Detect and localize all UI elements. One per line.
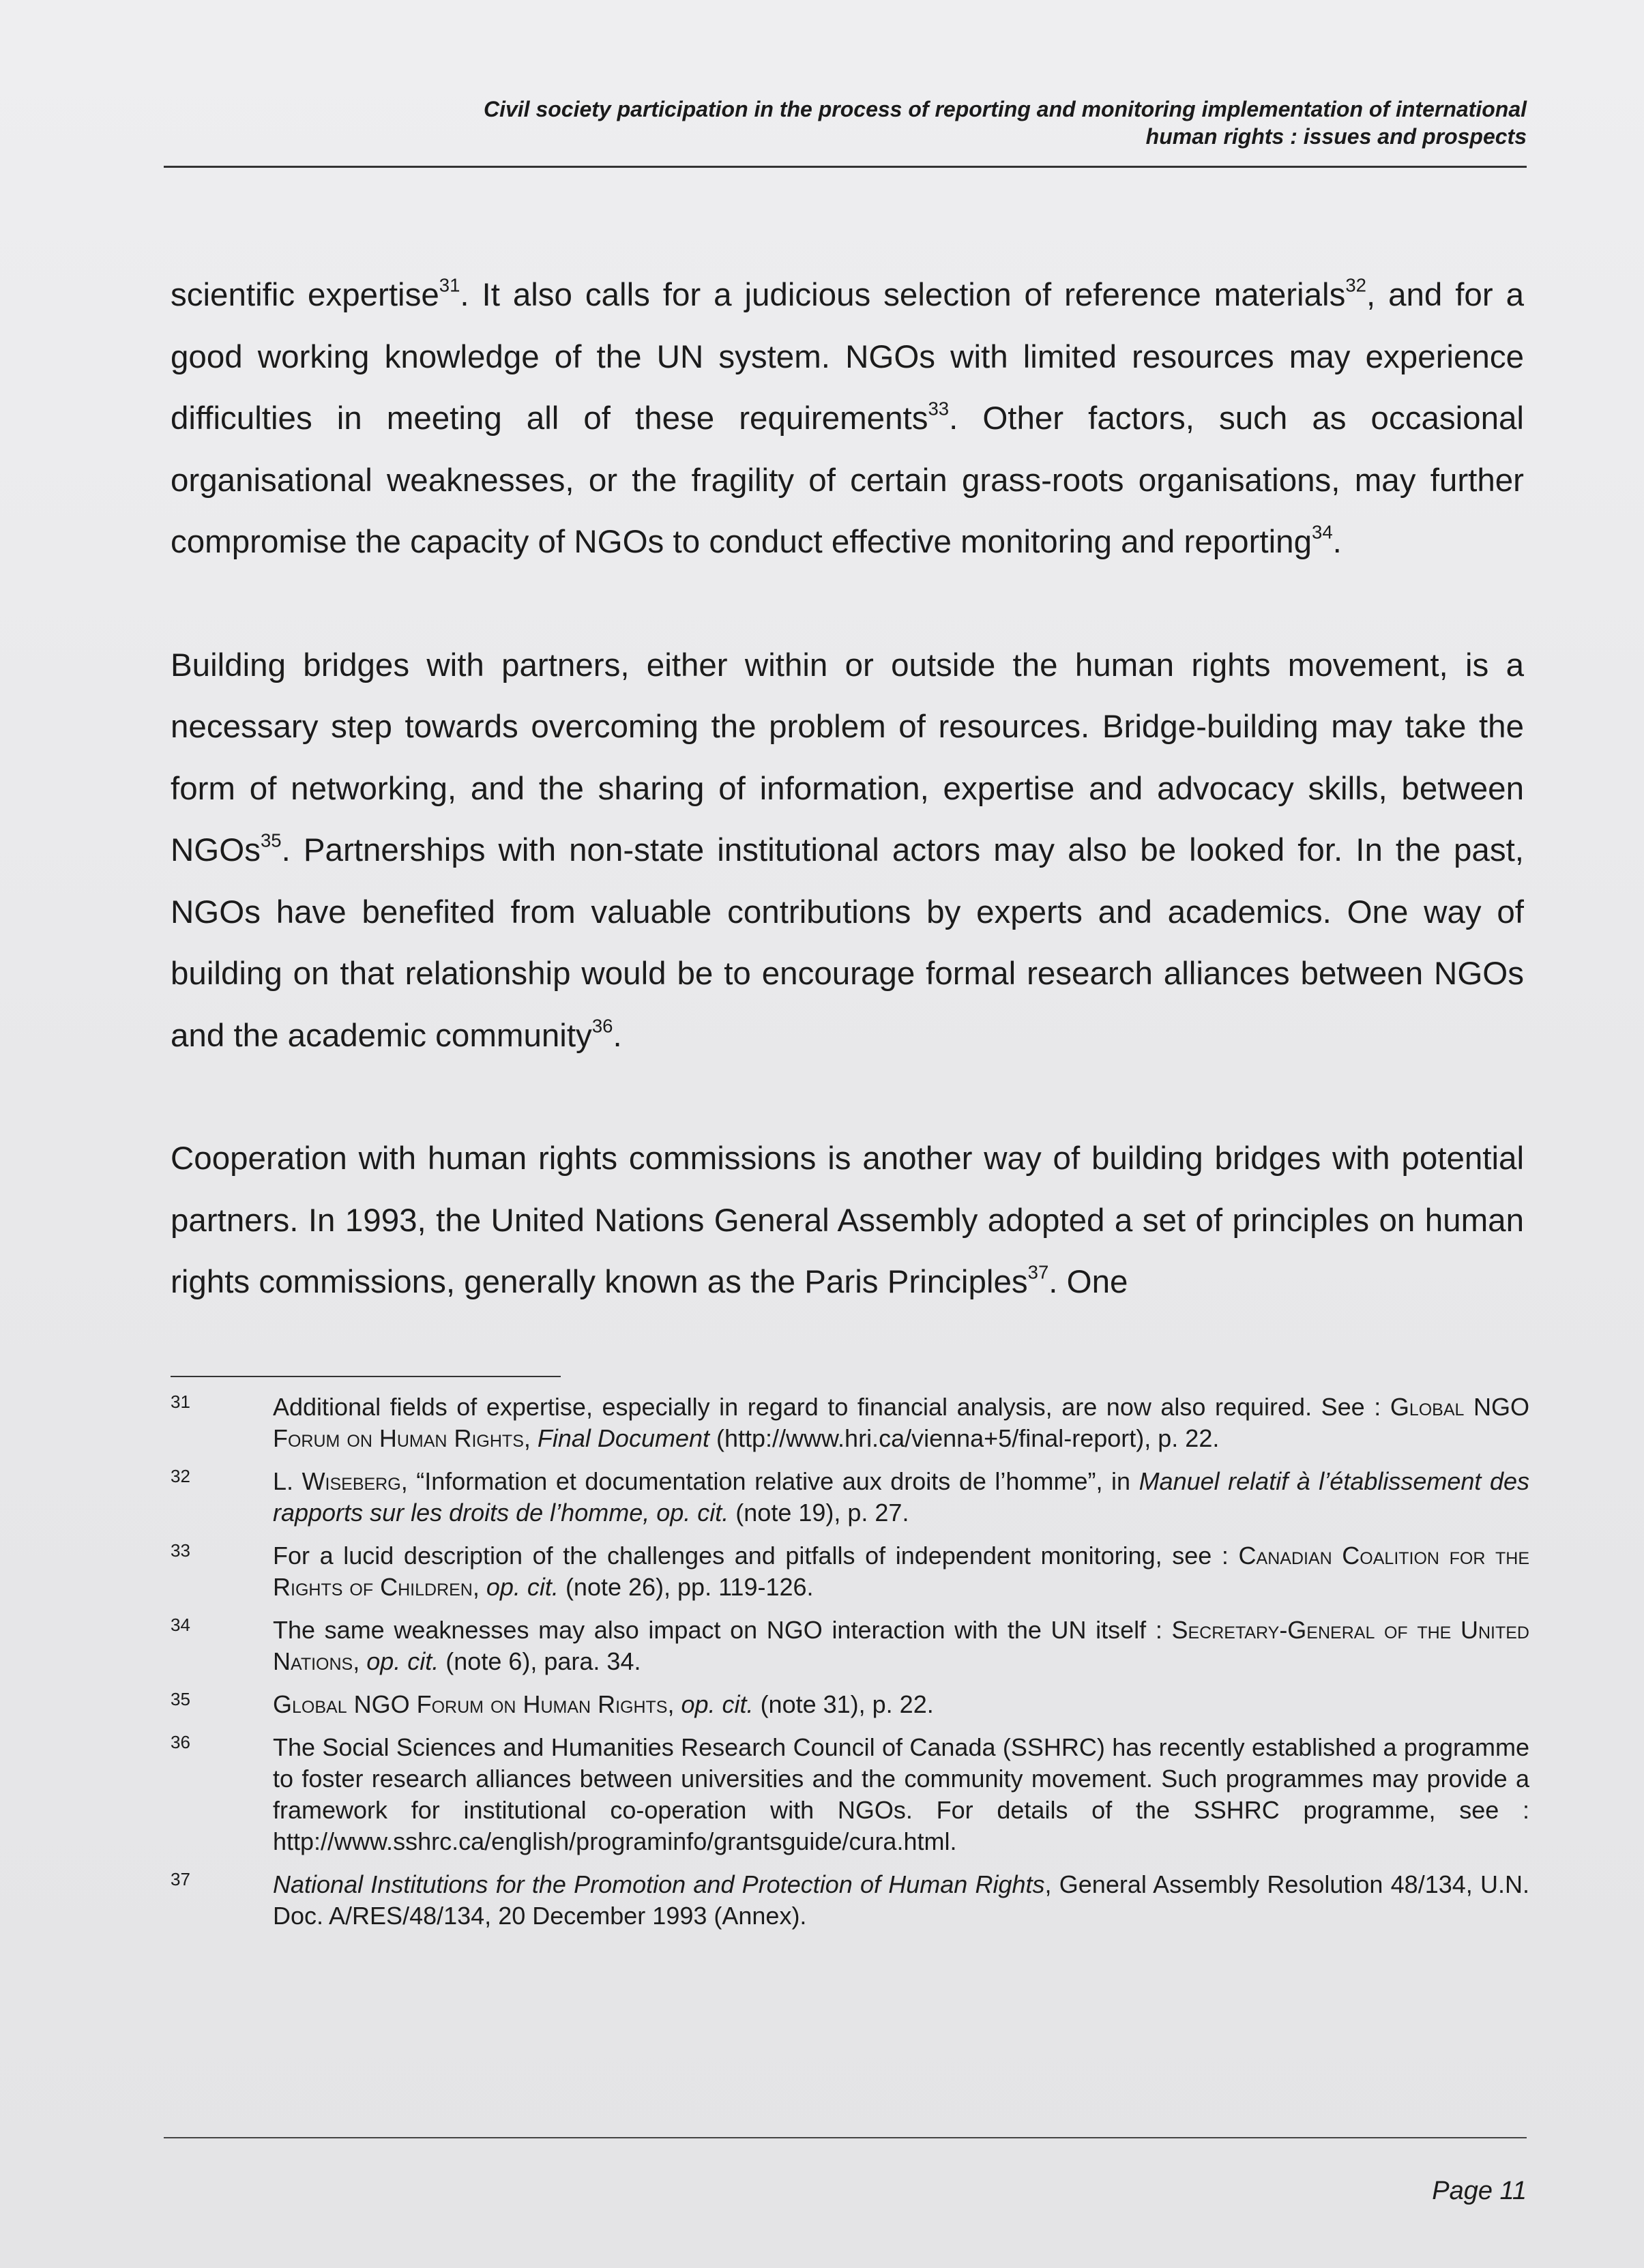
footnote-number: 32 xyxy=(171,1466,190,1486)
footnote-number: 34 xyxy=(171,1615,190,1635)
footnote-text-body: The Social Sciences and Humanities Research Council of Canada (SSHRC) has recently established a programme to foster research alliances between universities and the community movement. Such programmes may provide a framework for institutional co-operation with NGOs. For details of the SSHRC programme, see : xyxy=(273,1733,1529,1824)
footnote-ref-37: 37 xyxy=(1027,1261,1049,1283)
text-run: , xyxy=(472,1573,486,1601)
footnote-text xyxy=(273,1732,1529,1857)
author-name: Secretary-General of the United Nations xyxy=(273,1616,1529,1675)
footnote-ref-32: 32 xyxy=(1345,274,1366,296)
footnote-number: 36 xyxy=(171,1732,190,1752)
footnote-separator xyxy=(171,1376,561,1377)
footnote-36 xyxy=(171,1732,1529,1857)
author-name: Wiseberg xyxy=(302,1467,401,1495)
text-run: (note 31), p. 22. xyxy=(753,1690,934,1718)
footnote-text xyxy=(273,1615,1529,1677)
text-run: . Partnerships with non-state institutional actors may also be looked for. In the past, NGOs have benefited from valuable contributions by experts and academics. One way of building on that relationship would be to encourage formal research alliances between NGOs and the academic community xyxy=(171,832,1524,1054)
footer-rule xyxy=(164,2137,1527,2138)
text-run: , xyxy=(523,1424,538,1452)
footnote-37 xyxy=(171,1869,1529,1932)
author-name: Global NGO Forum on Human Rights xyxy=(273,1690,668,1718)
paragraph-3 xyxy=(171,1128,1524,1314)
footnote-ref-31: 31 xyxy=(439,274,460,296)
text-run: The same weaknesses may also impact on NGO interaction with the UN itself : xyxy=(273,1616,1172,1644)
text-run: Building bridges with partners, either within or outside the human rights movement, is a necessary step towards overcoming the problem of resources. Bridge-building may take the form of networking, and the sharing of information, expertise and advocacy skills, between NGOs xyxy=(171,647,1524,868)
author-name: Global NGO Forum on Human Rights xyxy=(273,1393,1529,1452)
footnote-31 xyxy=(171,1391,1529,1454)
footnote-34 xyxy=(171,1615,1529,1677)
text-run: . Other factors, such as occasional organisational weaknesses, or the fragility of certain grass-roots organisations, may further compromise the capacity of NGOs to conduct effective monitoring and reporting xyxy=(171,400,1524,560)
text-run: . xyxy=(1332,524,1342,560)
footnote-ref-36: 36 xyxy=(591,1014,613,1036)
header-rule xyxy=(164,166,1527,168)
footnote-text xyxy=(273,1540,1529,1603)
footnote-text xyxy=(273,1869,1529,1932)
text-run: scientific expertise xyxy=(171,277,439,313)
text-run: , and for a good working knowledge of the UN system. NGOs with limited resources may experience difficulties in meeting all of these requirements xyxy=(171,277,1524,437)
work-title: op. cit. xyxy=(486,1573,559,1601)
text-run: (http://www.hri.ca/vienna+5/final-report), p. 22. xyxy=(709,1424,1220,1452)
footnote-33 xyxy=(171,1540,1529,1603)
text-run: , “Information et documentation relative aux droits de l’homme”, in xyxy=(400,1467,1139,1495)
work-title: National Institutions for the Promotion and Protection of Human Rights xyxy=(273,1870,1045,1898)
text-run: . One xyxy=(1048,1264,1128,1300)
text-run: , General Assembly Resolution 48/134, U.N. Doc. A/RES/48/134, 20 December 1993 (Annex). xyxy=(273,1870,1529,1930)
text-run: (note 19), p. 27. xyxy=(729,1499,909,1527)
text-run: (note 6), para. 34. xyxy=(439,1647,641,1675)
text-run: Cooperation with human rights commissions is another way of building bridges with potential partners. In 1993, the United Nations General Assembly adopted a set of principles on human rights commissions, generally known as the Paris Principles xyxy=(171,1140,1524,1300)
footnote-ref-33: 33 xyxy=(928,398,950,419)
footnote-number: 35 xyxy=(171,1689,190,1709)
footnote-url: http://www.sshrc.ca/english/programinfo/grantsguide/cura.html. xyxy=(273,1827,957,1855)
running-header xyxy=(164,95,1527,150)
footnote-32 xyxy=(171,1466,1529,1529)
text-run: . It also calls for a judicious selection of reference materials xyxy=(460,277,1346,313)
work-title: op. cit. xyxy=(366,1647,439,1675)
work-title: op. cit. xyxy=(681,1690,754,1718)
footnote-text xyxy=(273,1689,1529,1720)
footnote-number: 37 xyxy=(171,1869,190,1889)
text-run: Additional fields of expertise, especially in regard to financial analysis, are now also required. See : xyxy=(273,1393,1390,1421)
footnote-text xyxy=(273,1391,1529,1454)
author-name: Canadian Coalition for the Rights of Children xyxy=(273,1542,1530,1601)
text-run: , xyxy=(353,1647,367,1675)
paragraph-2 xyxy=(171,635,1524,1067)
footnote-35 xyxy=(171,1689,1529,1720)
body-text xyxy=(171,265,1524,1314)
work-title: Final Document xyxy=(537,1424,709,1452)
page-number: Page 11 xyxy=(1432,2177,1527,2205)
text-run: (note 26), pp. 119-126. xyxy=(558,1573,814,1601)
text-run: L. xyxy=(273,1467,302,1495)
footnote-ref-34: 34 xyxy=(1312,521,1333,543)
footnote-number: 33 xyxy=(171,1540,190,1561)
work-title: Manuel relatif à l’établissement des rapports sur les droits de l’homme, op. cit. xyxy=(273,1467,1529,1527)
text-run: . xyxy=(613,1017,622,1054)
text-run: , xyxy=(667,1690,681,1718)
footnote-number: 31 xyxy=(171,1391,190,1412)
paragraph-1 xyxy=(171,265,1524,574)
footnotes xyxy=(171,1391,1529,1943)
header-line-2: human rights : issues and prospects xyxy=(1145,124,1527,149)
footnote-ref-35: 35 xyxy=(260,829,282,851)
header-line-1: Civil society participation in the process of reporting and monitoring implementation of international xyxy=(483,97,1527,121)
text-run: For a lucid description of the challenges and pitfalls of independent monitoring, see : xyxy=(273,1542,1239,1570)
footnote-text xyxy=(273,1466,1529,1529)
